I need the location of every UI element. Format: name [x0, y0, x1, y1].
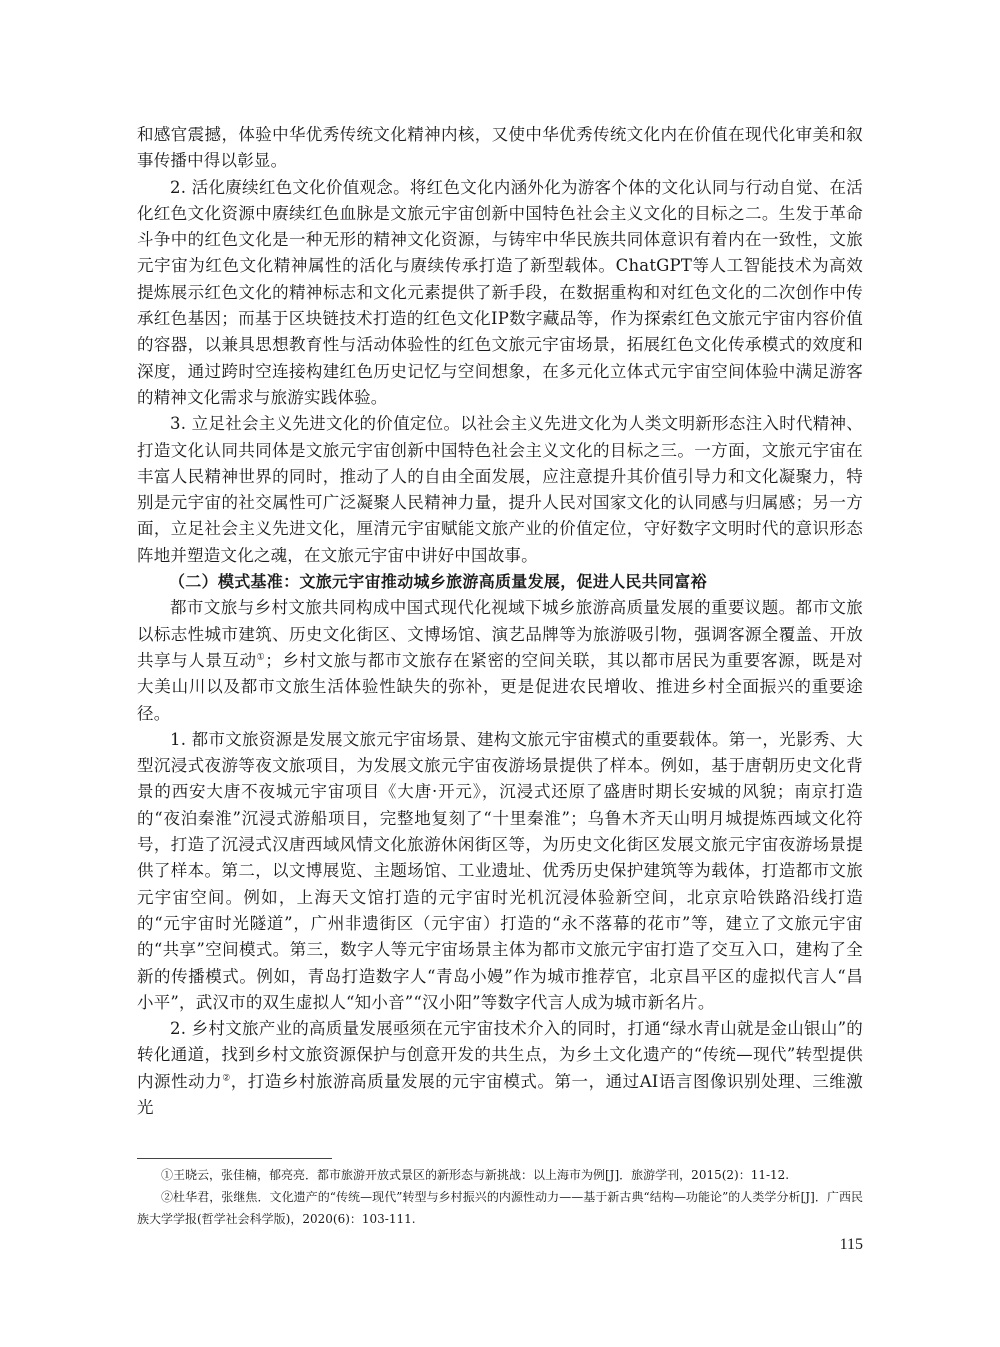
paragraph-text: ；乡村文旅与都市文旅存在紧密的空间关联，其以都市居民为重要客源，既是对大美山川以及都市文旅生活体验性缺失的弥补，更是促进农民增收、推进乡村全面振兴的重要途径。	[137, 650, 864, 723]
footnote-ref-1[interactable]: ①	[256, 652, 266, 663]
paragraph-socialist-culture: 3. 立足社会主义先进文化的价值定位。以社会主义先进文化为人类文明新形态注入时代精神、打造文化认同共同体是文旅元宇宙创新中国特色社会主义文化的目标之三。一方面，文旅元宇宙在丰富人民精神世界的同时，推动了人的自由全面发展，应注意提升其价值引导力和文化凝聚力，特别是元宇宙的社交属性可广泛凝聚人民精神力量，提升人民对国家文化的认同感与归属感；另一方面，立足社会主义先进文化，厘清元宇宙赋能文旅产业的价值定位，守好数字文明时代的意识形态阵地并塑造文化之魂，在文旅元宇宙中讲好中国故事。	[137, 414, 863, 565]
paragraph-red-culture: 2. 活化赓续红色文化价值观念。将红色文化内涵外化为游客个体的文化认同与行动自觉、在活化红色文化资源中赓续红色血脉是文旅元宇宙创新中国特色社会主义文化的目标之二。生发于革命斗争中的红色文化是一种无形的精神文化资源，与铸牢中华民族共同体意识有着内在一致性，文旅元宇宙为红色文化精神属性的活化与赓续传承打造了新型载体。ChatGPT等人工智能技术为高效提炼展示红色文化的精神标志和文化元素提供了新手段，在数据重构和对红色文化的二次创作中传承红色基因；而基于区块链技术打造的红色文化IP数字藏品等，作为探索红色文旅元宇宙内容价值的容器，以兼具思想教育性与活动体验性的红色文旅元宇宙场景，拓展红色文化传承模式的效度和深度，通过跨时空连接构建红色历史记忆与空间想象，在多元化立体式元宇宙空间体验中满足游客的精神文化需求与旅游实践体验。	[137, 177, 863, 407]
paragraph-text: ，打造乡村旅游高质量发展的元宇宙模式。第一，通过AI语言图像识别处理、三维激光	[137, 1071, 863, 1117]
paragraph-rural-tourism	[137, 1016, 863, 1121]
paragraph-text: 都市文旅与乡村文旅共同构成中国式现代化视域下城乡旅游高质量发展的重要议题。都市文旅以标志性城市建筑、历史文化街区、文博场馆、演艺品牌等为旅游吸引物，强调客源全覆盖、开放共享与人景互动	[137, 598, 863, 670]
footnotes	[137, 1164, 863, 1230]
paragraph-continued: 和感官震撼，体验中华优秀传统文化精神内核，又使中华优秀传统文化内在价值在现代化审美和叙事传播中得以彰显。	[137, 125, 863, 171]
page-number: 115	[839, 1236, 863, 1253]
footnote-ref-2[interactable]: ②	[222, 1073, 231, 1084]
paragraph-urban-tourism: 1. 都市文旅资源是发展文旅元宇宙场景、建构文旅元宇宙模式的重要载体。第一，光影秀、大型沉浸式夜游等夜文旅项目，为发展文旅元宇宙夜游场景提供了样本。例如，基于唐朝历史文化背景的西安大唐不夜城元宇宙项目《大唐·开元》，沉浸式还原了盛唐时期长安城的风貌；南京打造的“夜泊秦淮”沉浸式游船项目，完整地复刻了“十里秦淮”；乌鲁木齐天山明月城提炼西域文化符号，打造了沉浸式汉唐西域风情文化旅游休闲街区等，为历史文化街区发展文旅元宇宙夜游场景提供了样本。第二，以文博展览、主题场馆、工业遗址、优秀历史保护建筑等为载体，打造都市文旅元宇宙空间。例如，上海天文馆打造的元宇宙时光机沉浸体验新空间，北京京哈铁路沿线打造的“元宇宙时光隧道”，广州非遗街区（元宇宙）打造的“永不落幕的花市”等，建立了文旅元宇宙的“共享”空间模式。第三，数字人等元宇宙场景主体为都市文旅元宇宙打造了交互入口，建构了全新的传播模式。例如，青岛打造数字人“青岛小嫚”作为城市推荐官，北京昌平区的虚拟代言人“昌小平”，武汉市的双生虚拟人“知小音”“汉小阳”等数字代言人成为城市新名片。	[137, 729, 863, 1012]
paragraph-urban-rural-intro	[137, 595, 863, 726]
footnote-1: ①王晓云，张佳楠，郁亮亮．都市旅游开放式景区的新形态与新挑战：以上海市为例[J]．旅游学刊，2015(2)：11-12.	[161, 1168, 790, 1182]
section-heading: （二）模式基准：文旅元宇宙推动城乡旅游高质量发展，促进人民共同富裕	[169, 572, 707, 592]
main-text	[137, 122, 863, 1121]
footnote-divider	[137, 1158, 332, 1159]
footnote-2: ②杜华君，张继焦．文化遗产的“传统—现代”转型与乡村振兴的内源性动力——基于新古典“结构—功能论”的人类学分析[J]．广西民族大学学报(哲学社会科学版)，2020(6)：103-111.	[137, 1190, 863, 1226]
paragraph-text: 2. 乡村文旅产业的高质量发展亟须在元宇宙技术介入的同时，打通“绿水青山就是金山银山”的转化通道，找到乡村文旅资源保护与创意开发的共生点，为乡土文化遗产的“传统—现代”转型提供内源性动力	[137, 1019, 863, 1091]
